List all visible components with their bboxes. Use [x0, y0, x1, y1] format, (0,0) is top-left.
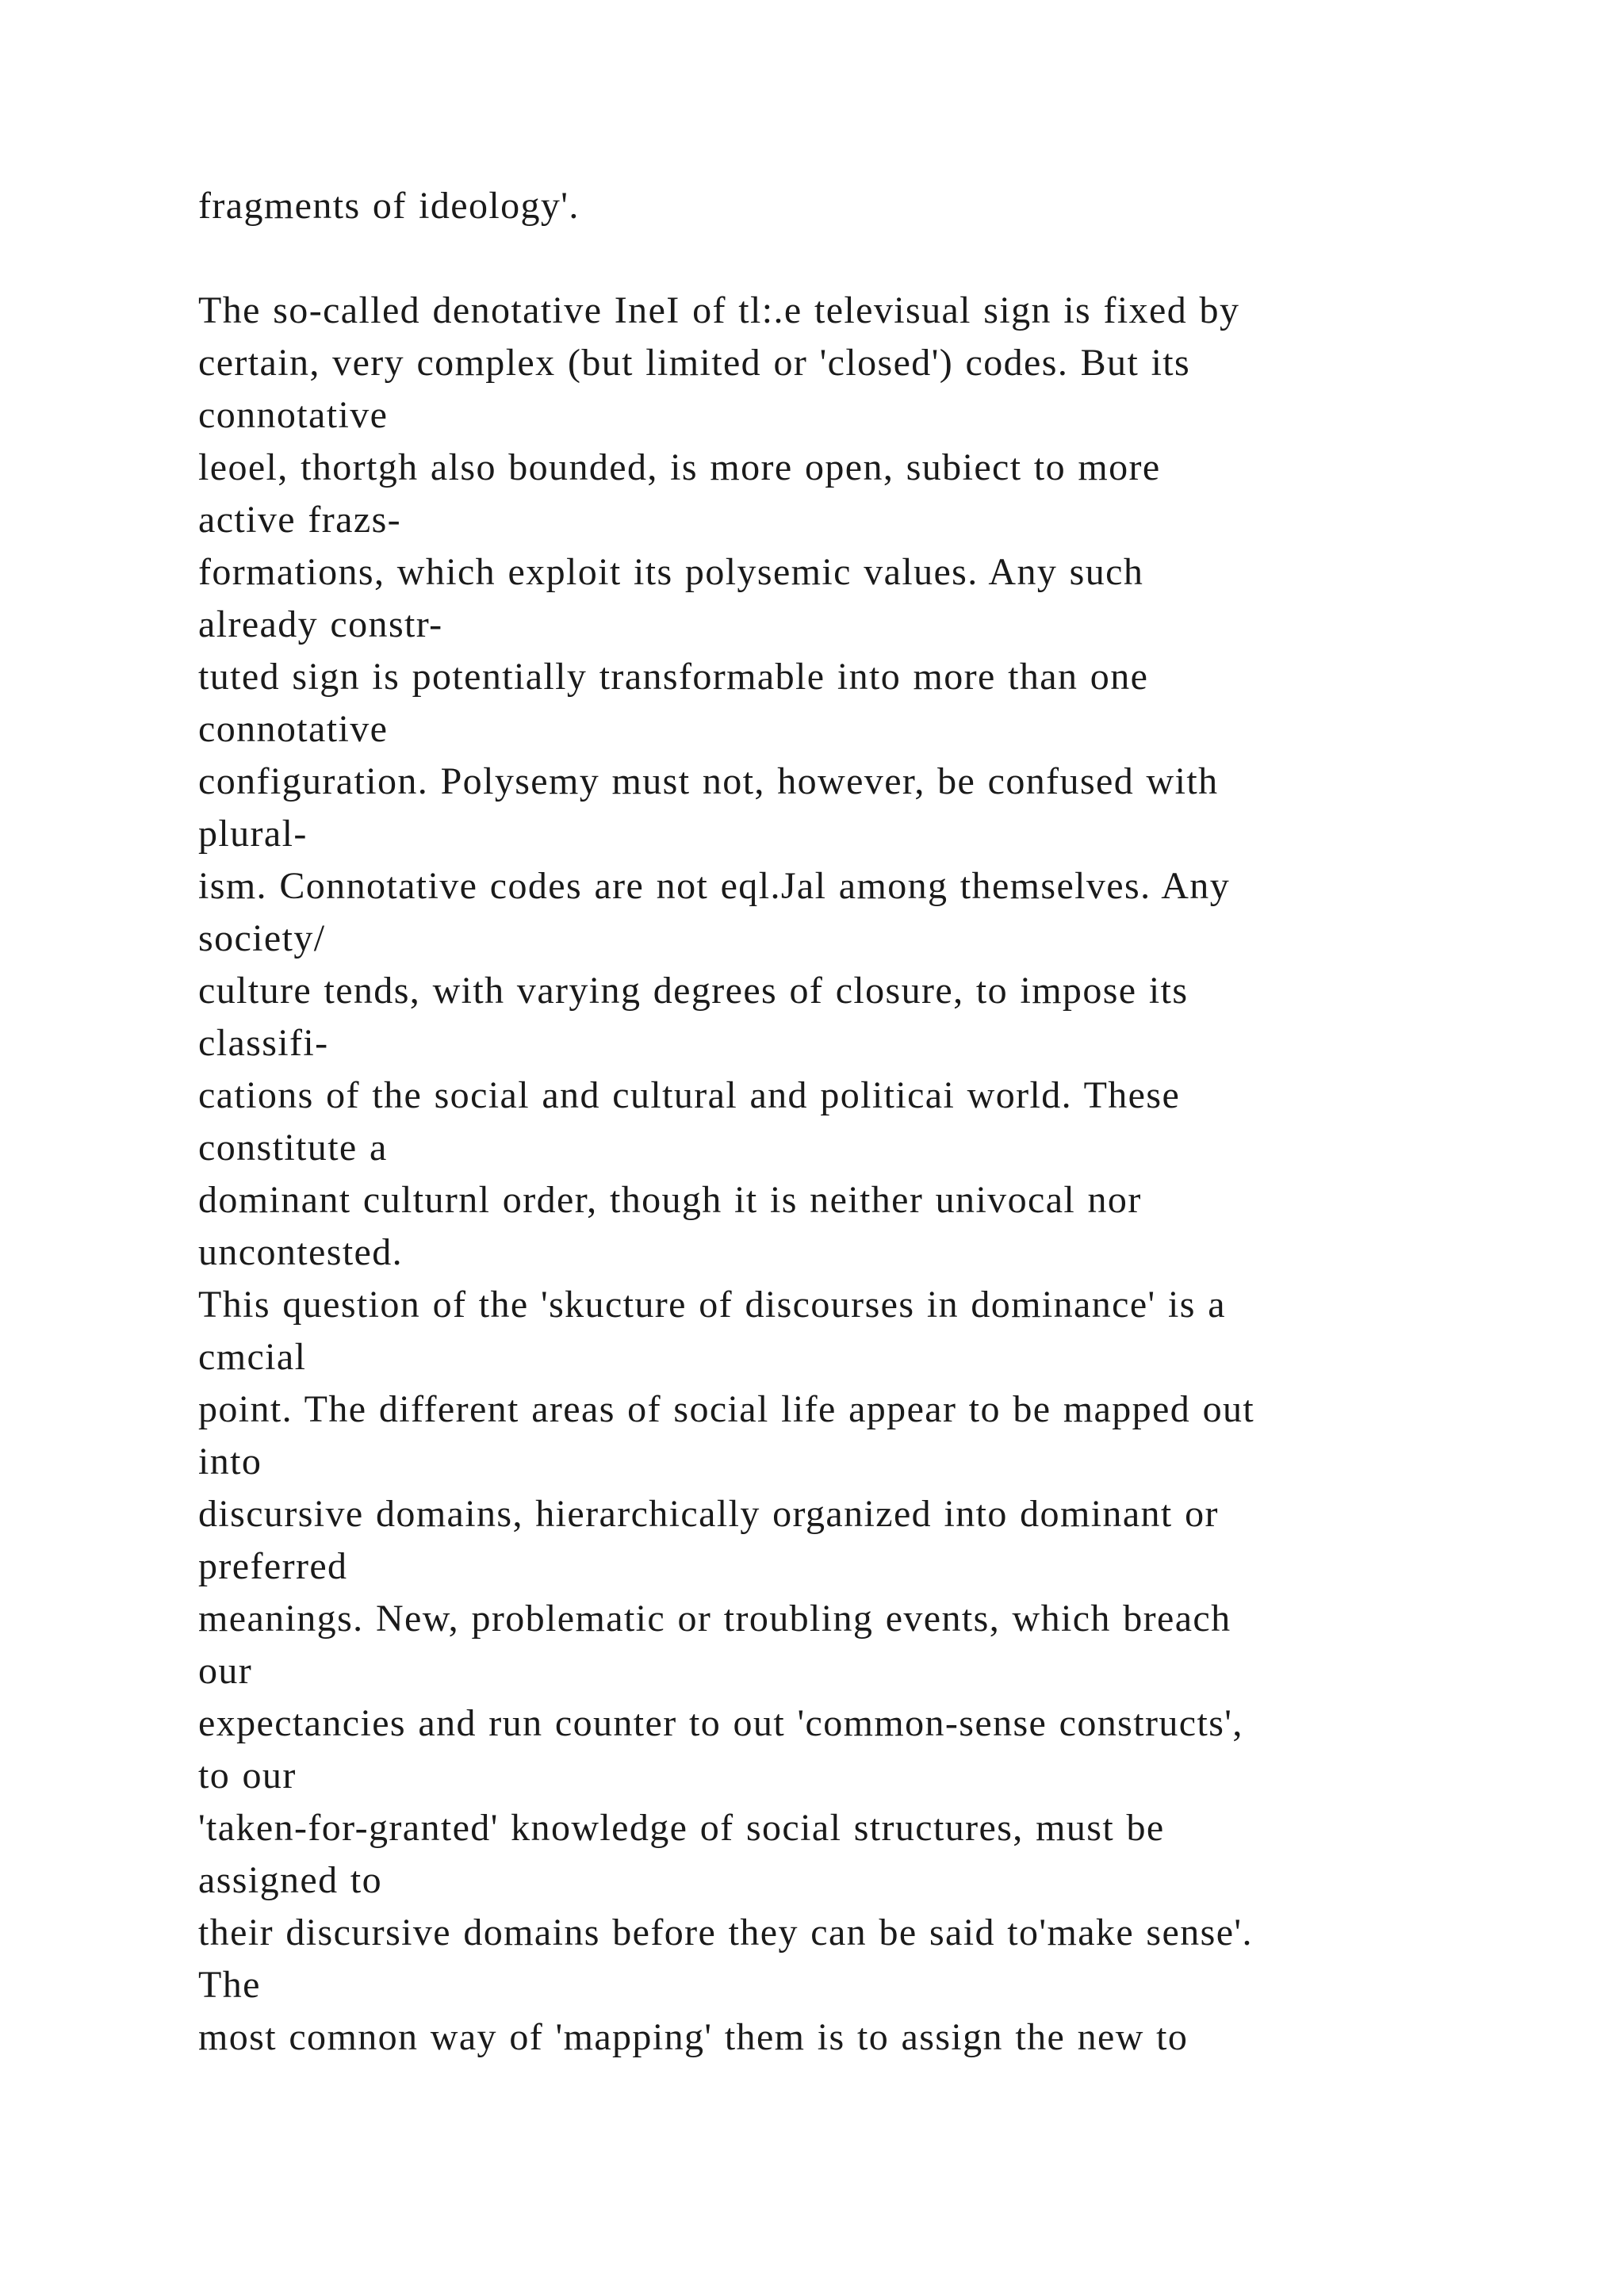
text-line: discursive domains, hierarchically organized into dominant or [198, 1493, 1219, 1535]
text-line: most comnon way of 'mapping' them is to assign the new to [198, 2016, 1189, 2058]
text-line: into [198, 1441, 262, 1483]
text-line: meanings. New, problematic or troubling events, which breach [198, 1598, 1231, 1640]
body-text [198, 180, 1546, 2064]
text-line: configuration. Polysemy must not, however, be confused with [198, 760, 1219, 802]
text-line: tuted sign is potentially transformable into more than one [198, 656, 1149, 698]
text-line: our [198, 1650, 253, 1692]
text-line: The so-called denotative IneI of tl:.e televisual sign is fixed by [198, 289, 1240, 331]
paragraph-break [198, 232, 1546, 285]
text-line: uncontested. [198, 1231, 404, 1273]
text-line: dominant culturnl order, though it is neither univocal nor [198, 1179, 1142, 1221]
text-line: active frazs- [198, 499, 402, 541]
text-line: classifi- [198, 1022, 329, 1064]
text-line: society/ [198, 917, 326, 959]
text-line: cations of the social and cultural and politicai world. These [198, 1074, 1181, 1116]
text-line: culture tends, with varying degrees of closure, to impose its [198, 970, 1189, 1012]
text-line: This question of the 'skucture of discourses in dominance' is a [198, 1284, 1226, 1326]
text-line: leoel, thortgh also bounded, is more open, subiect to more [198, 446, 1161, 488]
text-line: connotative [198, 394, 389, 436]
text-line: to our [198, 1755, 297, 1797]
text-line: ism. Connotative codes are not eql.Jal among themselves. Any [198, 865, 1231, 907]
text-line: formations, which exploit its polysemic values. Any such [198, 551, 1144, 593]
text-line: their discursive domains before they can be said to'make sense'. [198, 1911, 1253, 1954]
text-line: constitute a [198, 1127, 388, 1169]
text-line: assigned to [198, 1859, 383, 1901]
text-line: already constr- [198, 603, 443, 645]
text-line: The [198, 1964, 261, 2006]
text-line: certain, very complex (but limited or 'closed') codes. But its [198, 342, 1191, 384]
text-line: 'taken-for-granted' knowledge of social structures, must be [198, 1807, 1165, 1849]
text-line: plural- [198, 813, 308, 855]
text-line: point. The different areas of social life appear to be mapped out [198, 1388, 1255, 1430]
text-line: expectancies and run counter to out 'common-sense constructs', [198, 1702, 1243, 1744]
text-line: preferred [198, 1545, 348, 1587]
text-line: cmcial [198, 1336, 307, 1378]
text-line: connotative [198, 708, 389, 750]
text-line: fragments of ideology'. [198, 185, 580, 227]
